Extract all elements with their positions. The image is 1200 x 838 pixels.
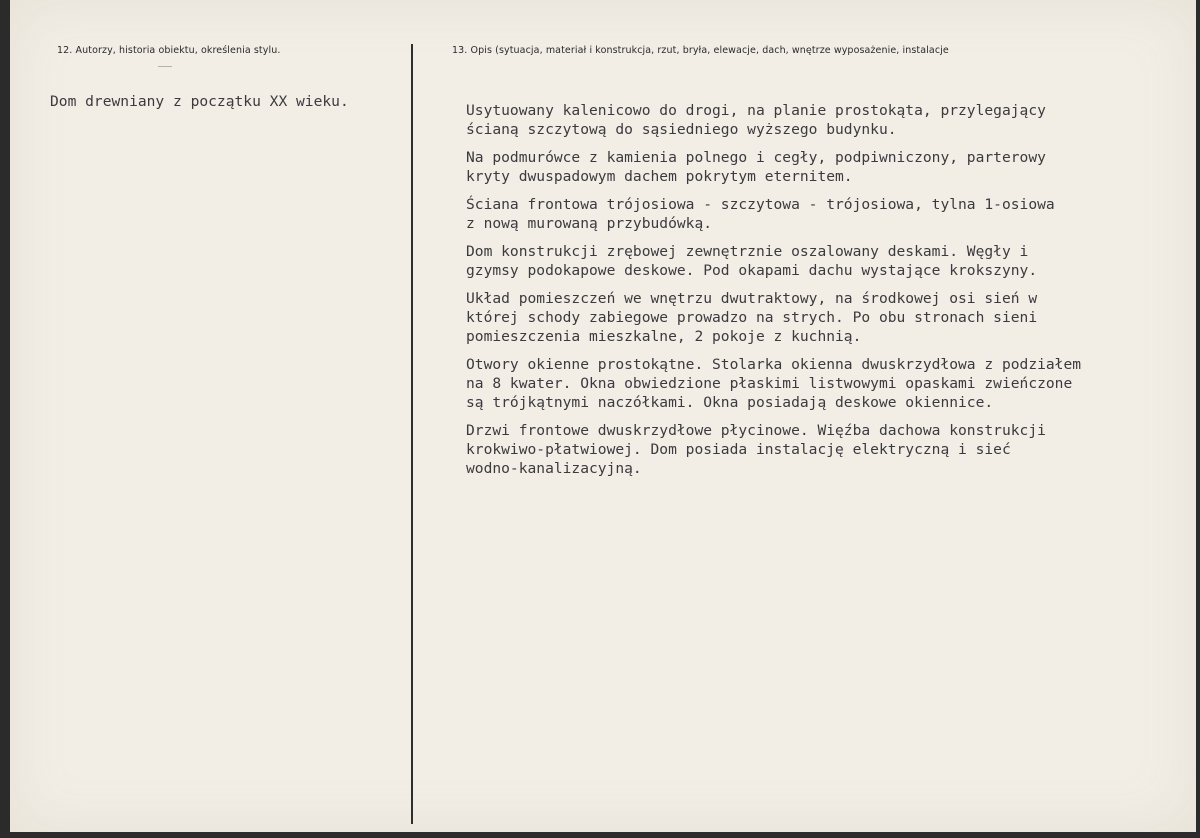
section-12-text: Dom drewniany z początku XX wieku. bbox=[50, 93, 349, 110]
description-paragraph-6 bbox=[466, 355, 1081, 412]
description-paragraph-4 bbox=[466, 242, 1081, 280]
typed-line: pomieszczenia mieszkalne, 2 pokoje z kuchnią. bbox=[466, 328, 862, 345]
typed-line: Ściana frontowa trójosiowa - szczytowa - trójosiowa, tylna 1-osiowa bbox=[466, 196, 1055, 213]
typed-line: ścianą szczytową do sąsiedniego wyższego budynku. bbox=[466, 121, 897, 138]
typed-line: na 8 kwater. Okna obwiedzione płaskimi listwowymi opaskami zwieńczone bbox=[466, 375, 1073, 392]
typed-line: wodno-kanalizacyjną. bbox=[466, 460, 642, 477]
description-paragraph-5 bbox=[466, 289, 1081, 346]
section-12-heading: 12. Autorzy, historia obiektu, określenia stylu. bbox=[57, 45, 281, 56]
typed-line: krokwiwo-płatwiowej. Dom posiada instalację elektryczną i sieć bbox=[466, 441, 1011, 458]
typed-line: której schody zabiegowe prowadzo na strych. Po obu stronach sieni bbox=[466, 309, 1038, 326]
description-paragraphs bbox=[466, 101, 1081, 487]
typed-line: Drzwi frontowe dwuskrzydłowe płycinowe. Więźba dachowa konstrukcji bbox=[466, 422, 1046, 439]
typed-line: kryty dwuspadowym dachem pokrytym eternitem. bbox=[466, 168, 853, 185]
description-paragraph-1 bbox=[466, 101, 1081, 139]
typed-line: są trójkątnymi naczółkami. Okna posiadają deskowe okiennice. bbox=[466, 394, 994, 411]
section-12-column bbox=[10, 0, 411, 832]
description-paragraph-2 bbox=[466, 148, 1081, 186]
description-paragraph-3 bbox=[466, 195, 1081, 233]
typed-line: z nową murowaną przybudówką. bbox=[466, 215, 713, 232]
typed-line: gzymsy podokapowe deskowe. Pod okapami dachu wystające krokszyny. bbox=[466, 262, 1038, 279]
section-13-heading: 13. Opis (sytuacja, materiał i konstrukcja, rzut, bryła, elewacje, dach, wnętrze wyposażenie, instalacje bbox=[452, 45, 949, 56]
column-divider bbox=[411, 44, 413, 824]
section-13-column bbox=[414, 0, 1196, 832]
inventory-card bbox=[10, 0, 1196, 832]
typed-line: Układ pomieszczeń we wnętrzu dwutraktowy, na środkowej osi sień w bbox=[466, 290, 1038, 307]
typed-line: Usytuowany kalenicowo do drogi, na planie prostokąta, przylegający bbox=[466, 102, 1046, 119]
heading-underline-mark bbox=[158, 66, 172, 67]
typed-line: Otwory okienne prostokątne. Stolarka okienna dwuskrzydłowa z podziałem bbox=[466, 356, 1082, 373]
typed-line: Dom konstrukcji zrębowej zewnętrznie oszalowany deskami. Węgły i bbox=[466, 243, 1029, 260]
typed-line: Na podmurówce z kamienia polnego i cegły, podpiwniczony, parterowy bbox=[466, 149, 1046, 166]
description-paragraph-7 bbox=[466, 421, 1081, 478]
